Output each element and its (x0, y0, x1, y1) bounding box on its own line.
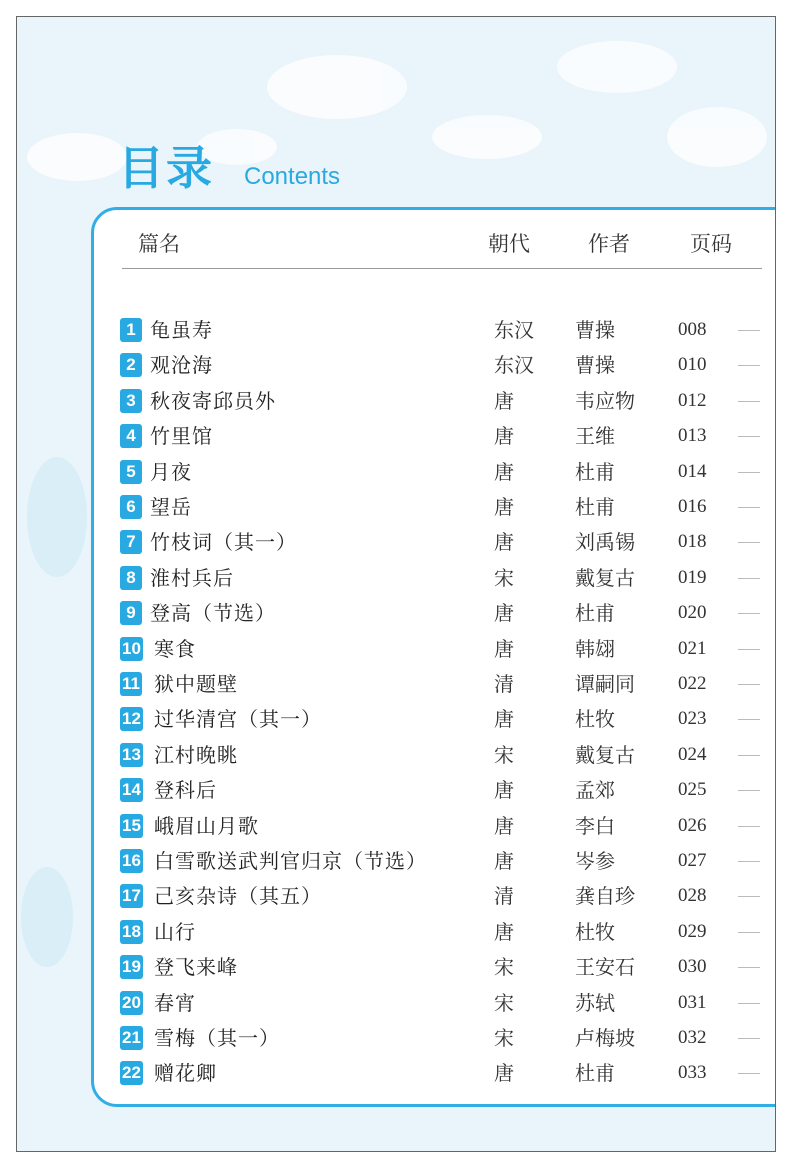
entry-dynasty: 唐 (494, 778, 514, 803)
entry-author: 李白 (575, 813, 615, 838)
row-divider-tick (738, 613, 760, 614)
entry-author: 龚自珍 (575, 884, 635, 909)
entry-number-badge: 4 (120, 424, 142, 448)
table-row[interactable] (0, 526, 760, 560)
table-row[interactable] (0, 349, 760, 383)
table-row[interactable] (0, 1057, 760, 1091)
table-row[interactable] (0, 810, 760, 844)
table-row[interactable] (0, 951, 760, 985)
table-row[interactable] (0, 1022, 760, 1056)
entry-author: 谭嗣同 (575, 672, 635, 696)
row-divider-tick (738, 365, 760, 366)
entry-dynasty: 唐 (494, 388, 514, 413)
entry-page-number: 019 (678, 566, 707, 588)
entry-dynasty: 唐 (494, 636, 514, 661)
entry-page-number: 010 (678, 354, 707, 376)
entry-dynasty: 唐 (494, 424, 514, 449)
entry-title: 春宵 (154, 990, 196, 1015)
header-divider (122, 268, 762, 269)
entry-number-badge: 6 (120, 495, 142, 519)
entry-title: 江村晚眺 (154, 742, 238, 767)
entry-number-badge: 21 (120, 1026, 143, 1050)
row-divider-tick (738, 578, 760, 579)
entry-dynasty: 清 (494, 672, 514, 696)
entry-author: 岑参 (575, 849, 615, 873)
table-row[interactable] (0, 845, 760, 879)
entry-number-badge: 10 (120, 637, 143, 661)
entry-number-badge: 17 (120, 884, 143, 908)
entry-dynasty: 宋 (494, 742, 514, 767)
table-row[interactable] (0, 633, 760, 667)
entry-title: 月夜 (150, 459, 192, 484)
entry-title: 登高（节选） (150, 601, 276, 626)
entry-page-number: 024 (678, 743, 707, 765)
entry-author: 孟郊 (575, 778, 615, 803)
entry-author: 戴复古 (575, 742, 635, 767)
entry-number-badge: 9 (120, 601, 142, 625)
entry-page-number: 021 (678, 637, 707, 659)
entry-title: 秋夜寄邱员外 (150, 388, 276, 413)
entry-number-badge: 12 (120, 707, 143, 731)
entry-title: 过华清宫（其一） (154, 707, 322, 732)
entry-author: 王维 (575, 424, 615, 449)
entry-page-number: 018 (678, 531, 707, 553)
entry-dynasty: 唐 (494, 1061, 514, 1086)
entry-page-number: 020 (678, 602, 707, 624)
entry-title: 龟虽寿 (150, 318, 213, 342)
table-row[interactable] (0, 385, 760, 419)
entry-author: 杜甫 (575, 1061, 615, 1086)
row-divider-tick (738, 542, 760, 543)
table-row[interactable] (0, 703, 760, 737)
entry-dynasty: 宋 (494, 565, 514, 590)
entry-author: 杜甫 (575, 459, 615, 484)
row-divider-tick (738, 507, 760, 508)
page-subtitle: Contents (244, 163, 341, 190)
entry-title: 雪梅（其一） (154, 1026, 280, 1050)
entry-dynasty: 唐 (494, 601, 514, 626)
entry-title: 竹里馆 (150, 424, 213, 449)
entry-number-badge: 2 (120, 353, 142, 377)
entry-title: 寒食 (154, 636, 196, 661)
entry-page-number: 023 (678, 708, 707, 730)
table-row[interactable] (0, 314, 760, 348)
entry-dynasty: 宋 (494, 955, 514, 980)
entry-dynasty: 唐 (494, 530, 514, 555)
entry-number-badge: 13 (120, 743, 143, 767)
entry-number-badge: 18 (120, 920, 143, 944)
row-divider-tick (738, 967, 760, 968)
row-divider-tick (738, 719, 760, 720)
entry-number-badge: 20 (120, 991, 143, 1015)
entry-page-number: 014 (678, 460, 707, 482)
entry-number-badge: 16 (120, 849, 143, 873)
entry-title: 峨眉山月歌 (154, 813, 259, 838)
entry-title: 登飞来峰 (154, 955, 238, 980)
entry-number-badge: 1 (120, 318, 142, 342)
table-row[interactable] (0, 880, 760, 914)
entry-dynasty: 唐 (494, 495, 514, 519)
row-divider-tick (738, 790, 760, 791)
row-divider-tick (738, 896, 760, 897)
table-row[interactable] (0, 597, 760, 631)
entry-title: 山行 (154, 919, 196, 944)
entry-number-badge: 11 (120, 672, 142, 696)
entry-dynasty: 唐 (494, 813, 514, 838)
entry-title: 淮村兵后 (150, 565, 234, 590)
entry-author: 曹操 (575, 318, 615, 342)
entry-page-number: 028 (678, 885, 707, 907)
entry-author: 卢梅坡 (575, 1026, 635, 1050)
entry-author: 韩翃 (575, 636, 615, 661)
entry-page-number: 012 (678, 389, 707, 411)
row-divider-tick (738, 932, 760, 933)
table-row[interactable] (0, 739, 760, 773)
entry-author: 杜甫 (575, 601, 615, 626)
entry-page-number: 013 (678, 425, 707, 447)
entry-page-number: 008 (678, 319, 707, 340)
row-divider-tick (738, 649, 760, 650)
entry-dynasty: 唐 (494, 707, 514, 732)
entry-number-badge: 7 (120, 530, 142, 554)
header-dynasty: 朝代 (488, 232, 530, 256)
table-row[interactable] (0, 774, 760, 808)
entry-title: 赠花卿 (154, 1061, 217, 1086)
entry-dynasty: 唐 (494, 459, 514, 484)
entry-number-badge: 5 (120, 460, 142, 484)
entry-dynasty: 唐 (494, 919, 514, 944)
page-title: 目录 (118, 141, 214, 195)
entry-number-badge: 15 (120, 814, 143, 838)
entry-dynasty: 东汉 (494, 318, 534, 342)
row-divider-tick (738, 1073, 760, 1074)
row-divider-tick (738, 826, 760, 827)
entry-title: 观沧海 (150, 353, 213, 378)
entry-title: 狱中题壁 (154, 672, 238, 696)
entry-title: 己亥杂诗（其五） (154, 884, 322, 909)
entry-dynasty: 东汉 (494, 353, 534, 378)
row-divider-tick (738, 684, 760, 685)
entry-dynasty: 宋 (494, 1026, 514, 1050)
entry-page-number: 027 (678, 850, 707, 871)
entry-page-number: 031 (678, 991, 707, 1013)
entry-page-number: 030 (678, 956, 707, 978)
row-divider-tick (738, 1038, 760, 1039)
entry-number-badge: 22 (120, 1061, 143, 1085)
table-row[interactable] (0, 987, 760, 1021)
table-row[interactable] (0, 668, 760, 702)
row-divider-tick (738, 401, 760, 402)
entry-number-badge: 8 (120, 566, 142, 590)
entry-author: 杜甫 (575, 495, 615, 519)
header-name: 篇名 (138, 232, 180, 256)
entry-number-badge: 3 (120, 389, 142, 413)
entry-page-number: 025 (678, 779, 707, 801)
entry-number-badge: 19 (120, 955, 143, 979)
header-author: 作者 (588, 232, 630, 256)
entry-author: 杜牧 (575, 919, 615, 944)
entry-number-badge: 14 (120, 778, 143, 802)
entry-page-number: 026 (678, 814, 707, 836)
row-divider-tick (738, 330, 760, 331)
table-row[interactable] (0, 916, 760, 950)
entry-title: 望岳 (150, 495, 192, 519)
entry-title: 白雪歌送武判官归京（节选） (154, 849, 427, 873)
entry-title: 登科后 (154, 778, 217, 803)
entry-dynasty: 宋 (494, 990, 514, 1015)
row-divider-tick (738, 755, 760, 756)
table-row[interactable] (0, 491, 760, 525)
entry-page-number: 033 (678, 1062, 707, 1084)
entry-author: 王安石 (575, 955, 635, 980)
entry-author: 韦应物 (575, 388, 635, 413)
entry-author: 苏轼 (575, 990, 615, 1015)
entry-page-number: 016 (678, 496, 707, 517)
entry-author: 杜牧 (575, 707, 615, 732)
entry-page-number: 032 (678, 1027, 707, 1048)
row-divider-tick (738, 861, 760, 862)
row-divider-tick (738, 1003, 760, 1004)
table-row[interactable] (0, 562, 760, 596)
entry-author: 戴复古 (575, 565, 635, 590)
entry-title: 竹枝词（其一） (150, 530, 297, 555)
entry-page-number: 022 (678, 673, 707, 694)
row-divider-tick (738, 472, 760, 473)
table-row[interactable] (0, 456, 760, 490)
entry-page-number: 029 (678, 920, 707, 942)
entry-author: 刘禹锡 (575, 530, 635, 555)
entry-author: 曹操 (575, 353, 615, 378)
header-page: 页码 (690, 232, 732, 256)
table-row[interactable] (0, 420, 760, 454)
entry-dynasty: 清 (494, 884, 514, 909)
entry-dynasty: 唐 (494, 849, 514, 873)
row-divider-tick (738, 436, 760, 437)
